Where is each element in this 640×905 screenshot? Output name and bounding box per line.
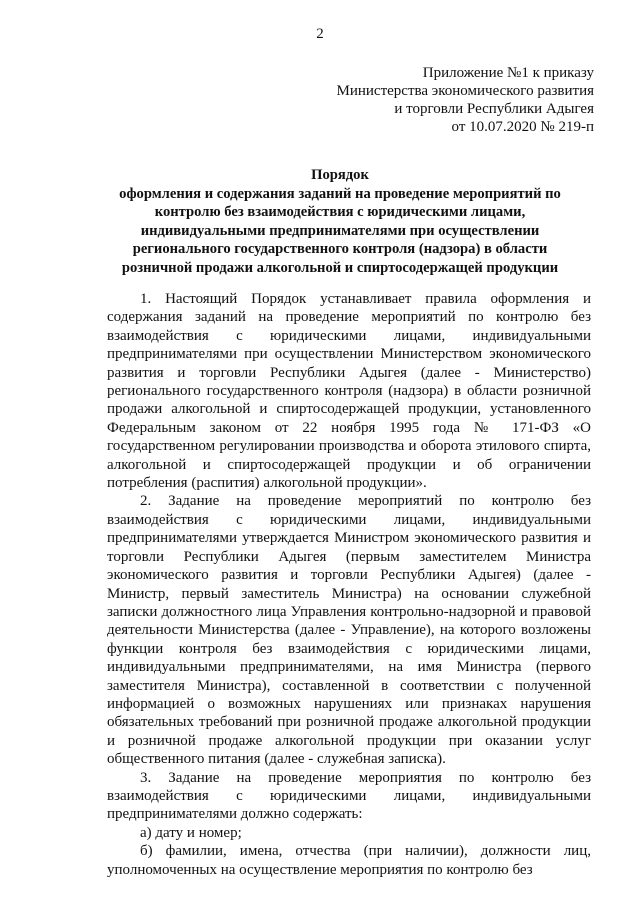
paragraph-1: 1. Настоящий Порядок устанавливает правила оформления и содержания заданий на проведение мероприятий по контролю без взаимодействия с юридическими лицами, индивидуальными предпринимателями при осуществлении Министерством экономического развития и торговли Республики Адыгея (далее - Министерство) регионального государственного контроля (надзора) в области розничной продажи алкогольной и спиртосодержащей продукции, установленного Федеральным законом от 22 ноября 1995 года № 171-ФЗ «О государственном регулировании производства и оборота этилового спирта, алкогольной и спиртосодержащей продукции и об ограничении потребления (распития) алкогольной продукции». [107,291,591,492]
page-number: 2 [316,26,324,42]
document-title [90,166,590,277]
paragraph-3: 3. Задание на проведение мероприятия по контролю без взаимодействия с юридическими лицами, индивидуальными предпринимателями должно содержать: [107,769,591,823]
paragraph-2: 2. Задание на проведение мероприятий по контролю без взаимодействия с юридическими лицами, индивидуальными предпринимателями утверждается Министром экономического развития и торговли Республики Адыгея (первым заместителем Министра экономического развития и торговли Республики Адыгея) (далее - Министр, первый заместитель Министра) на основании служебной записки должностного лица Управления контрольно-надзорной и правовой деятельности Министерства (далее - Управление), на которого возложены функции контроля без взаимодействия с юридическими лицами, индивидуальными предпринимателями, на имя Министра (первого заместителя Министра), составленной в соответствии с полученной информацией о возможных нарушениях или признаках нарушения обязательных требований при розничной продаже алкогольной продукции и розничной продаже алкогольной продукции при оказании услуг общественного питания (далее - служебная записка). [107,493,591,768]
list-item-b: б) фамилии, имена, отчества (при наличии), должности лиц, уполномоченных на осуществление мероприятия по контролю без [107,843,591,878]
appendix-line: Приложение №1 к приказу [422,65,594,81]
document-body [107,290,591,879]
title-line: контролю без взаимодействия с юридическими лицами, [154,204,526,220]
appendix-line: Министерства экономического развития [336,83,594,99]
title-line: розничной продажи алкогольной и спиртосодержащей продукции [121,259,559,276]
title-heading: Порядок [311,167,369,183]
title-line: индивидуальными предпринимателями при осуществлении [140,222,540,239]
list-item-a: а) дату и номер; [140,824,242,841]
appendix-date-line: от 10.07.2020 № 219-п [451,119,594,135]
appendix-header [337,64,594,136]
appendix-line: и торговли Республики Адыгея [394,101,594,117]
title-line: регионального государственного контроля (надзора) в области [132,241,548,257]
title-line: оформления и содержания заданий на проведение мероприятий по [119,185,561,202]
